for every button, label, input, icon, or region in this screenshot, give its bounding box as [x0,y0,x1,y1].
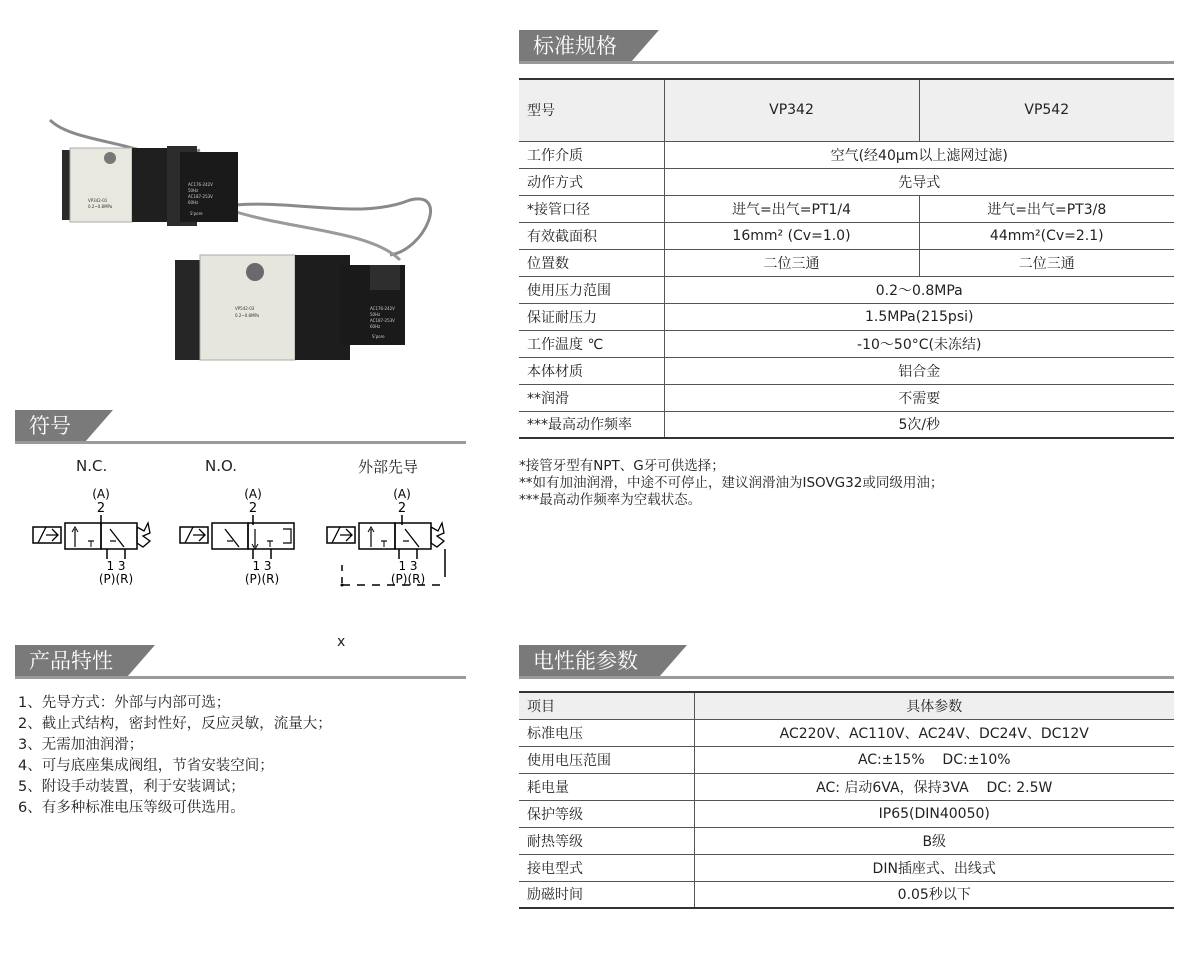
feature-list [18,693,332,819]
table-row: 接电型式 DIN插座式、出线式 [519,854,1174,881]
svg-text:AC187-253V: AC187-253V [370,318,395,323]
symbol-title: N.O. [205,457,237,475]
table-row: 标准电压 AC220V、AC110V、AC24V、DC24V、DC12V [519,719,1174,746]
feature-item: 6、有多种标准电压等级可供选用。 [18,800,245,816]
svg-text:AC176-242V: AC176-242V [188,182,213,187]
note-line: *接管牙型有NPT、G牙可供选择； [519,458,725,474]
table-row: 保证耐压力 1.5MPa(215psi) [519,303,1174,330]
svg-text:VP542-03: VP542-03 [235,306,255,311]
section-header-features [15,645,466,679]
svg-text:(P)(R): (P)(R) [390,572,426,586]
svg-text:(A): (A) [393,487,411,501]
svg-text:AC187-253V: AC187-253V [188,194,213,199]
svg-text:(A): (A) [244,487,262,501]
table-row: 动作方式 先导式 [519,168,1174,195]
port-2-label: 2 [96,501,106,516]
ports-13-label: 1 3 [106,559,126,573]
svg-text:50Hz: 50Hz [370,312,381,317]
note-line: ***最高动作频率为空载状态。 [519,492,702,508]
table-row: 工作介质 空气(经40μm以上滤网过滤) [519,141,1174,168]
table-row: 工作温度 ℃ -10～50°C(未冻结) [519,330,1174,357]
section-header-spec [519,30,1174,64]
feature-item: 1、先导方式：外部与内部可选； [18,695,231,711]
section-title: 标准规格 [519,30,631,62]
table-row: *接管口径 进气=出气=PT1/4 进气=出气=PT3/8 [519,195,1174,222]
svg-text:(P)(R): (P)(R) [244,572,280,586]
table-row: ***最高动作频率 5次/秒 [519,411,1174,438]
svg-text:50Hz: 50Hz [188,188,199,193]
feature-item: 3、无需加油润滑； [18,737,144,753]
section-title: 产品特性 [15,645,127,677]
stray-mark: x [337,634,346,650]
table-row: 保护等级 IP65(DIN40050) [519,800,1174,827]
section-header-electrical [519,645,1174,679]
svg-text:S'pore: S'pore [372,334,385,339]
spec-notes [519,458,943,509]
svg-text:VP342-01: VP342-01 [88,198,108,203]
feature-item: 2、截止式结构，密封性好，反应灵敏，流量大； [18,716,332,732]
table-row: 使用电压范围 AC:±15% DC:±10% [519,746,1174,773]
ports-pr-label: (P)(R) [98,572,134,586]
large-valve [175,255,405,360]
svg-text:2: 2 [248,501,258,516]
svg-text:0.2~0.8MPa: 0.2~0.8MPa [88,204,113,209]
svg-text:S'pore: S'pore [190,211,203,216]
svg-text:AC176-242V: AC176-242V [370,306,395,311]
table-header-row: 项目 具体参数 [519,692,1174,719]
table-row: 位置数 二位三通 二位三通 [519,249,1174,276]
spec-table [519,78,1174,439]
svg-text:2: 2 [397,501,407,516]
electrical-table [519,691,1174,909]
table-row: 耗电量 AC: 启动6VA，保持3VA DC: 2.5W [519,773,1174,800]
small-valve [62,146,238,226]
table-row: 耐热等级 B级 [519,827,1174,854]
section-title: 符号 [15,410,85,442]
svg-text:1 3: 1 3 [252,559,272,573]
symbol-title: 外部先导 [358,458,419,476]
port-a-label: (A) [92,487,110,501]
cable [230,210,400,260]
product-photo [30,110,450,380]
cable [235,199,430,255]
table-row: 励磁时间 0.05秒以下 [519,881,1174,908]
feature-item: 5、附设手动装置，利于安装调试； [18,779,245,795]
table-header-row: 型号 VP342 VP542 [519,79,1174,141]
note-line: **如有加油润滑，中途不可停止，建议润滑油为ISOVG32或同级用油； [519,475,944,491]
section-title: 电性能参数 [519,645,659,677]
table-row: **润滑 不需要 [519,384,1174,411]
section-header-symbol [15,410,466,444]
table-row: 本体材质 铝合金 [519,357,1174,384]
feature-item: 4、可与底座集成阀组，节省安装空间； [18,758,274,774]
svg-text:60Hz: 60Hz [188,200,199,205]
table-row: 使用压力范围 0.2～0.8MPa [519,276,1174,303]
svg-text:60Hz: 60Hz [370,324,381,329]
table-row: 有效截面积 16mm² (Cv=1.0) 44mm²(Cv=2.1) [519,222,1174,249]
svg-text:0.2~0.8MPa: 0.2~0.8MPa [235,313,260,318]
svg-text:1 3: 1 3 [398,559,418,573]
symbol-title: N.C. [76,457,108,475]
